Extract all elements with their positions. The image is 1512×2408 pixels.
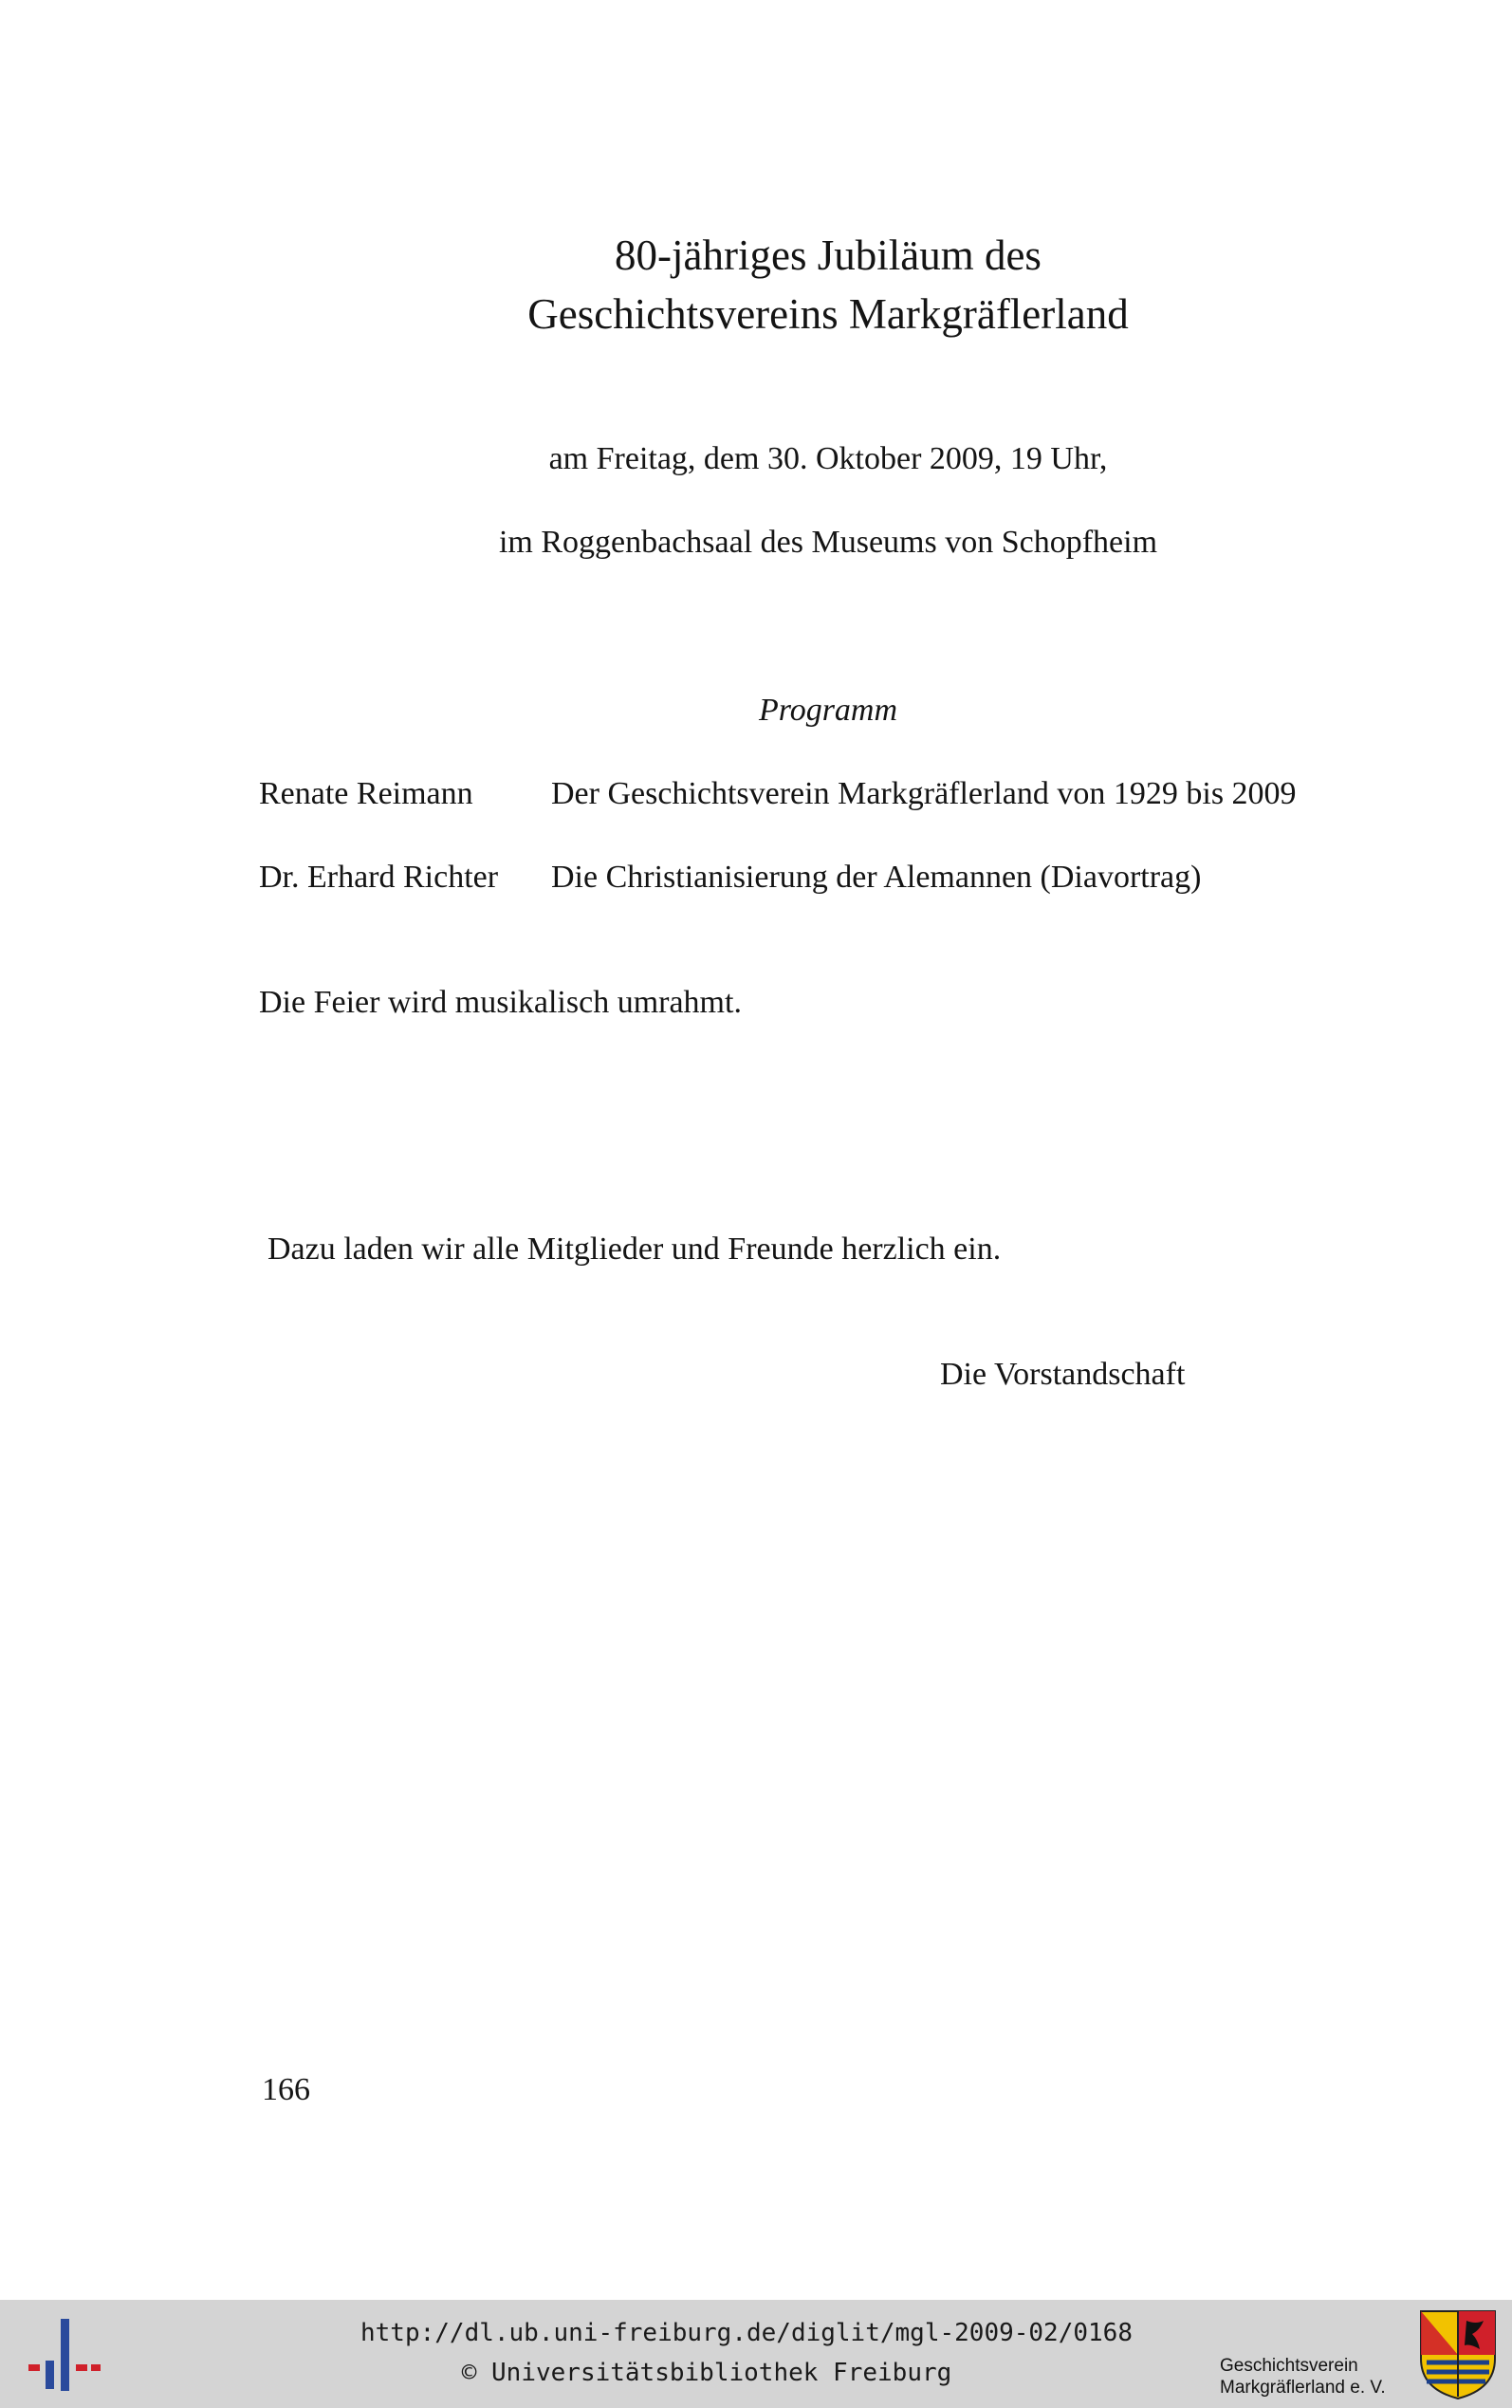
program-row: [259, 860, 1201, 896]
footer-bar: [0, 2300, 1512, 2408]
ub-freiburg-logo-icon: [27, 2317, 102, 2393]
date-line: am Freitag, dem 30. Oktober 2009, 19 Uhr,: [548, 441, 1108, 476]
program-speaker: Dr. Erhard Richter: [259, 860, 499, 895]
program-speaker: Renate Reimann: [259, 776, 473, 811]
program-row: [259, 776, 1297, 812]
program-talk: Der Geschichtsverein Markgräflerland von 1929 bis 2009: [551, 776, 1297, 811]
footer-url-link[interactable]: http://dl.ub.uni-freiburg.de/diglit/mgl-2009-02/0168: [360, 2319, 1133, 2347]
signature: Die Vorstandschaft: [940, 1357, 1186, 1392]
footer-society-name: [1220, 2355, 1386, 2399]
page-number: 166: [262, 2072, 310, 2107]
program-talk: Die Christianisierung der Alemannen (Diavortrag): [551, 860, 1202, 895]
program-heading: Programm: [758, 693, 898, 728]
title-line-2: Geschichtsvereins Markgräflerland: [527, 290, 1129, 338]
invitation-text: Dazu laden wir alle Mitglieder und Freunde herzlich ein.: [267, 1232, 1002, 1267]
coat-of-arms-icon: [1419, 2309, 1497, 2400]
society-line-1: Geschichtsverein: [1220, 2356, 1358, 2376]
title-line-1: 80-jähriges Jubiläum des: [615, 232, 1042, 279]
music-note: Die Feier wird musikalisch umrahmt.: [259, 985, 742, 1020]
footer-copyright: © Universitätsbibliothek Freiburg: [461, 2359, 952, 2387]
place-line: im Roggenbachsaal des Museums von Schopfheim: [498, 525, 1158, 560]
society-line-2: Markgräflerland e. V.: [1220, 2378, 1386, 2398]
document-title: [341, 226, 1315, 343]
